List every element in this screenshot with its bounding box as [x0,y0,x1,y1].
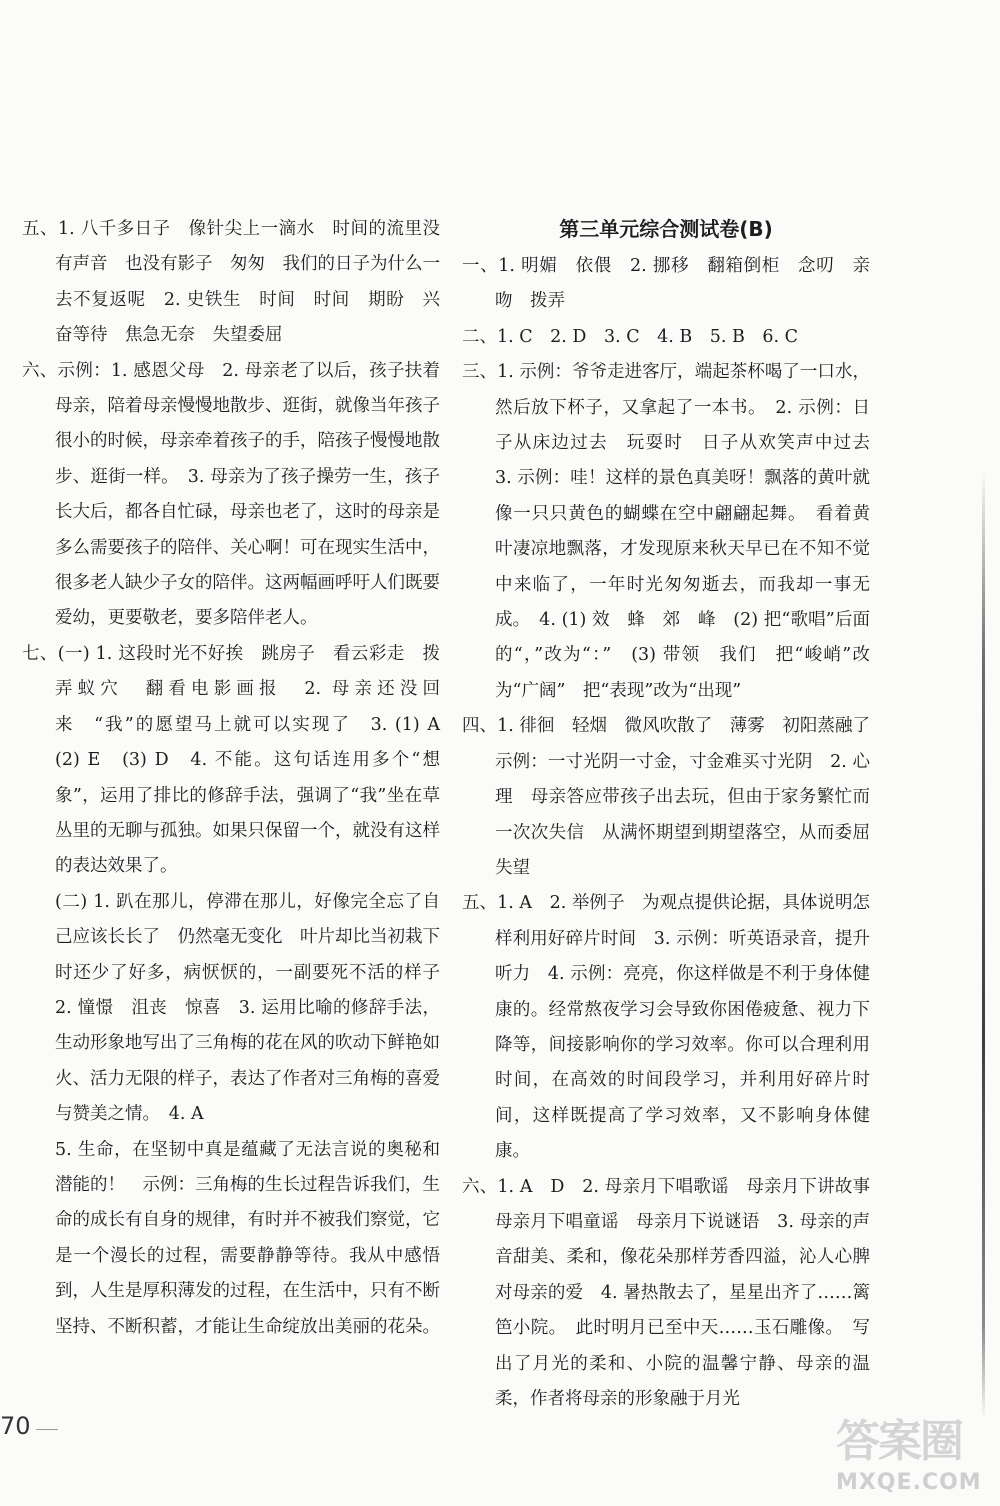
answer-paragraph: 二、1. C 2. D 3. C 4. B 5. B 6. C [462,326,798,347]
answer-paragraph: 5. 生命，在坚韧中真是蕴藏了无法言说的奥秘和潜能的！ 示例：三角梅的生长过程告诉我们，生命的成长有自身的规律，有时并不被我们察觉，它是一个漫长的过程，需要静静等待。我从中感悟到，人生是厚积薄发的过程，在生活中，只有不断坚持、不断积蓄，才能让生命绽放出美丽的花朵。 [55,1139,440,1337]
answer-paragraph: 五、1. A 2. 举例子 为观点提供论据，具体说明怎样利用好碎片时间 3. 示例：听英语录音，提升听力 4. 示例：亮亮，你这样做是不利于身体健康的。经常熬夜学习会导致你困倦疲惫、视力下降等，间接影响你的学习效率。你可以合理利用时间，在高效的时间段学习，并利用好碎片时间，这样既提高了学习效率，又不影响身体健康。 [462,893,870,1162]
page-edge-shadow [982,470,985,1420]
right-answer-column [462,212,888,1417]
section-title: 第三单元综合测试卷(B) [559,217,773,241]
answer-paragraph: (二) 1. 趴在那儿，停滞在那儿，好像完全忘了自己应该长长了 仍然毫无变化 叶片却比当初栽下时还少了好多，病恹恹的，一副要死不活的样子 2. 憧憬 沮丧 惊喜 3. 运用比喻的修辞手法，生动形象地写出了三角梅的花在风的吹动下鲜艳如火、活力无限的样子，表达了作者对三角梅的喜爱与赞美之情。 4. A [55,891,458,1125]
answer-paragraph: 五、1. 八千多日子 像针尖上一滴水 时间的流里没有声音 也没有影子 匆匆 我们的日子为什么一去不复返呢 2. 史铁生 时间 时间 期盼 兴奋等待 焦急无奈 失望委屈 [22,219,440,346]
page-number: 70 [0,1412,31,1440]
watermark-logo [836,1418,992,1502]
answer-paragraph: 四、1. 徘徊 轻烟 微风吹散了 薄雾 初阳蒸融了 示例：一寸光阴一寸金，寸金难买寸光阴 2. 心理 母亲答应带孩子出去玩，但由于家务繁忙而一次次失信 从满怀期望到期望落空，从而委屈失望 [462,716,888,878]
answer-paragraph: 一、1. 明媚 依偎 2. 挪移 翻箱倒柜 念叨 亲吻 拨弄 [462,256,870,312]
watermark-text: 答案圈 [836,1416,962,1467]
page-number-rule [36,1429,58,1430]
answer-paragraph: 七、(一) 1. 这段时光不好挨 跳房子 看云彩走 拨弄蚁穴 翻看电影画报 2. 母亲还没回来 “我”的愿望马上就可以实现了 3. (1) A (2) E (3) D 4. 不能。这句话连用多个“想象”，运用了排比的修辞手法，强调了“我”坐在草丛里的无聊与孤独。如果只保留一个，就没有这样的表达效果了。 [22,643,458,877]
watermark-url: MXQE.COM [836,1470,982,1495]
left-answer-column [22,212,458,1345]
answer-paragraph: 六、1. A D 2. 母亲月下唱歌谣 母亲月下讲故事 母亲月下唱童谣 母亲月下说谜语 3. 母亲的声音甜美、柔和，像花朵那样芳香四溢，沁人心脾 对母亲的爱 4. 暑热散去了，星星出齐了……篱笆小院。 此时明月已至中天……玉石雕像。 写出了月光的柔和、小院的温馨宁静、母亲的温柔，作者将母亲的形象融于月光 [462,1176,888,1409]
answer-paragraph: 三、1. 示例：爷爷走进客厅，端起茶杯喝了一口水，然后放下杯子，又拿起了一本书。 2. 示例：日子从床边过去 玩耍时 日子从欢笑声中过去 3. 示例：哇！这样的景色真美呀！飘落的黄叶就像一只只黄色的蝴蝶在空中翩翩起舞。 看着黄叶凄凉地飘落，才发现原来秋天早已在不知不觉中来临了，一年时光匆匆逝去，而我却一事无成。 4. (1) 效 蜂 郊 峰 (2) 把“歌唱”后面的“，”改为“：” (3) 带领 我们 把“峻峭”改为“广阔” 把“表现”改为“出现” [462,362,888,701]
answer-paragraph: 六、示例：1. 感恩父母 2. 母亲老了以后，孩子扶着母亲，陪着母亲慢慢地散步、逛街，就像当年孩子很小的时候，母亲牵着孩子的手，陪孩子慢慢地散步、逛街一样。 3. 母亲为了孩子操劳一生，孩子长大后，都各自忙碌，母亲也老了，这时的母亲是多么需要孩子的陪伴、关心啊！可在现实生活中，很多老人缺少子女的陪伴。这两幅画呼吁人们既要爱幼，更要敬老，要多陪伴老人。 [22,360,440,629]
